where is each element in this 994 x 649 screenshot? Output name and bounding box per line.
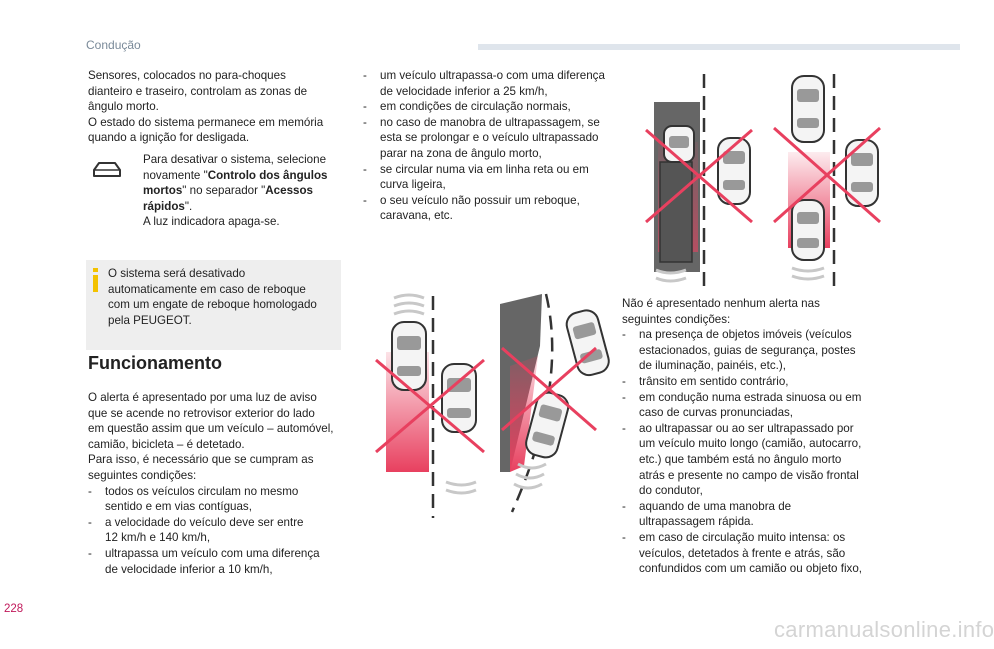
list-item	[622, 374, 892, 390]
text-span: novamente "	[143, 168, 208, 182]
list-dash: -	[622, 499, 626, 513]
info-line: com um engate de reboque homologado	[108, 298, 317, 312]
list-item	[88, 515, 350, 546]
list-line: de velocidade inferior a 10 km/h,	[105, 562, 273, 576]
info-line: automaticamente em caso de reboque	[108, 282, 306, 296]
conditions-list	[363, 68, 625, 224]
header-title: Condução	[86, 38, 141, 52]
text-span: ".	[184, 199, 193, 213]
list-item	[622, 530, 892, 577]
list-dash: -	[363, 115, 367, 129]
text-span: " no separador "	[182, 184, 266, 198]
menu-name-bold: Controlo dos ângulos	[207, 168, 328, 182]
list-line: ao ultrapassar ou ao ser ultrapassado por	[639, 421, 854, 435]
list-dash: -	[622, 374, 626, 388]
list-line: em caso de circulação muito intensa: os	[639, 530, 846, 544]
list-dash: -	[622, 390, 626, 404]
list-line: se circular numa via em linha reta ou em	[380, 162, 589, 176]
info-line: pela PEUGEOT.	[108, 313, 192, 327]
list-item	[88, 546, 350, 577]
car-icon	[564, 308, 611, 378]
car-icon	[664, 126, 694, 162]
list-dash: -	[88, 484, 92, 498]
list-line: o seu veículo não possuir um reboque,	[380, 193, 580, 207]
list-item	[363, 162, 625, 193]
tab-name-bold: Acessos	[265, 184, 313, 198]
sensor-waves	[394, 295, 424, 314]
operation-line: camião, bicicleta – é detetado.	[88, 437, 245, 451]
list-line: veículos, detetados à frente e atrás, são	[639, 546, 846, 560]
tab-name-bold: rápidos	[143, 199, 185, 213]
list-line: em condução numa estrada sinuosa ou em	[639, 390, 862, 404]
intro-line: O estado do sistema permanece em memória	[88, 115, 324, 129]
watermark: carmanualsonline.info	[774, 617, 994, 642]
deactivate-line	[143, 199, 343, 215]
list-item	[622, 327, 892, 374]
list-line: de iluminação, painéis, etc.),	[639, 359, 786, 373]
list-line: sentido e em vias contíguas,	[105, 500, 252, 514]
no-alert-text	[622, 296, 892, 577]
info-box	[86, 260, 341, 350]
operation-text	[88, 390, 350, 577]
list-item	[363, 115, 625, 162]
intro-line: Sensores, colocados no para-choques	[88, 69, 286, 82]
list-dash: -	[88, 546, 92, 560]
operation-line: em questão assim que um veículo – automóvel,	[88, 422, 334, 436]
list-dash: -	[622, 328, 626, 342]
blind-spot-illustration-4	[770, 72, 888, 290]
list-dash: -	[622, 421, 626, 435]
deactivate-line: Para desativar o sistema, selecione	[143, 153, 327, 166]
list-item	[363, 99, 625, 115]
car-icon	[718, 138, 750, 204]
blind-spot-illustration-1	[376, 292, 494, 522]
page-number: 228	[4, 603, 24, 615]
blind-spot-illustration-3	[640, 72, 768, 290]
list-dash: -	[363, 162, 367, 176]
list-line: esta se prolongar e o veículo ultrapassado	[380, 131, 599, 145]
list-item	[363, 68, 625, 99]
car-outline-icon	[92, 158, 122, 180]
deactivate-line: A luz indicadora apaga-se.	[143, 215, 280, 229]
list-dash: -	[363, 69, 367, 82]
list-line: aquando de uma manobra de	[639, 499, 792, 513]
info-line: O sistema será desativado	[108, 267, 246, 280]
list-line: um veículo muito longo (camião, autocarro,	[639, 437, 862, 451]
list-dash: -	[622, 530, 626, 544]
blind-spot-illustration-2	[494, 286, 604, 520]
list-line: estacionados, guias de segurança, postes	[639, 343, 856, 357]
operation-line: seguintes condições:	[88, 468, 197, 482]
intro-line: ângulo morto.	[88, 100, 159, 114]
no-alert-line: Não é apresentado nenhum alerta nas	[622, 297, 820, 310]
list-item	[363, 193, 625, 224]
deactivate-line	[143, 168, 343, 184]
sensor-waves	[656, 270, 686, 281]
list-line: trânsito em sentido contrário,	[639, 374, 789, 388]
list-line: curva ligeira,	[380, 178, 446, 192]
menu-name-bold: mortos	[143, 184, 183, 198]
list-line: caravana, etc.	[380, 209, 453, 223]
list-line: de velocidade inferior a 25 km/h,	[380, 84, 548, 98]
list-line: do condutor,	[639, 484, 703, 498]
car-icon	[792, 200, 824, 260]
list-line: 12 km/h e 140 km/h,	[105, 531, 211, 545]
list-item	[88, 484, 350, 515]
list-item	[622, 421, 892, 499]
intro-text	[88, 68, 348, 146]
info-icon	[92, 268, 100, 292]
list-line: em condições de circulação normais,	[380, 100, 571, 114]
list-line: no caso de manobra de ultrapassagem, se	[380, 115, 600, 129]
list-line: atrás e presente no campo de visão frontal	[639, 468, 859, 482]
no-alert-line: seguintes condições:	[622, 312, 731, 326]
list-dash: -	[363, 100, 367, 114]
list-dash: -	[363, 193, 367, 207]
list-line: caso de curvas pronunciadas,	[639, 406, 794, 420]
list-line: na presença de objetos imóveis (veículos	[639, 328, 852, 342]
sensor-waves	[446, 482, 476, 493]
list-line: ultrapassa um veículo com uma diferença	[105, 546, 320, 560]
header-bar	[478, 44, 960, 50]
deactivate-text	[143, 152, 343, 230]
list-item	[622, 390, 892, 421]
sensor-waves	[792, 268, 824, 279]
intro-line: quando a ignição for desligada.	[88, 131, 250, 145]
list-item	[622, 499, 892, 530]
list-line: confundidos com um camião ou objeto fixo,	[639, 562, 862, 576]
list-line: todos os veículos circulam no mesmo	[105, 484, 299, 498]
intro-line: dianteiro e traseiro, controlam as zonas de	[88, 84, 308, 98]
operation-line: Para isso, é necessário que se cumpram as	[88, 453, 314, 467]
list-dash: -	[88, 515, 92, 529]
operation-line: que se acende no retrovisor exterior do lado	[88, 406, 315, 420]
section-title: Funcionamento	[88, 353, 222, 373]
operation-line: O alerta é apresentado por uma luz de aviso	[88, 391, 317, 404]
car-icon	[792, 76, 824, 142]
list-line: um veículo ultrapassa-o com uma diferença	[380, 69, 605, 82]
list-line: etc.) que também está no ângulo morto	[639, 452, 842, 466]
list-line: parar na zona de ângulo morto,	[380, 146, 542, 160]
info-text	[108, 266, 336, 328]
deactivate-line	[143, 183, 343, 199]
list-line: a velocidade do veículo deve ser entre	[105, 515, 304, 529]
list-line: ultrapassagem rápida.	[639, 515, 754, 529]
